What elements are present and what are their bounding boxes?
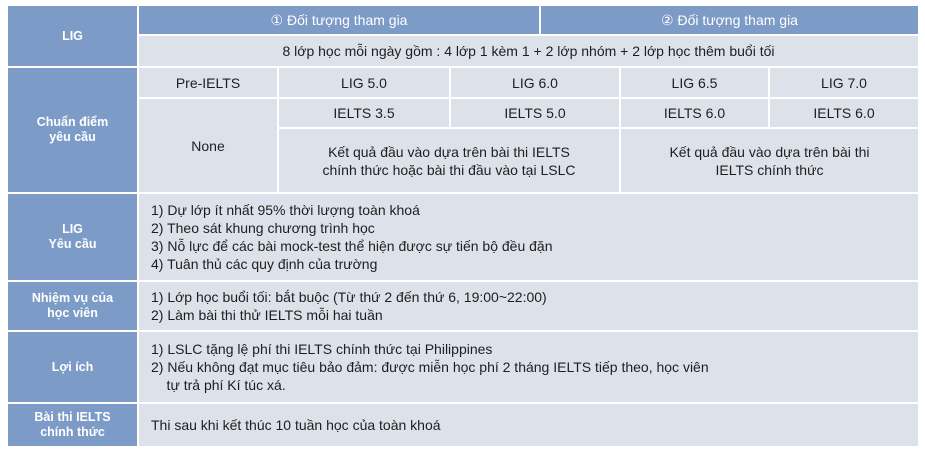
score-ielts-6-a — [621, 99, 768, 127]
conditions-item-4: 4) Tuân thủ các quy định của trường — [151, 256, 378, 272]
schedule-text: 8 lớp học mỗi ngày gồm : 4 lớp 1 kèm 1 + 2 lớp nhóm + 2 lớp học thêm buổi tối — [282, 43, 775, 59]
exam-text: Thi sau khi kết thúc 10 tuần học của toàn khoá — [151, 417, 441, 433]
lig-label-cell — [8, 6, 137, 66]
score-ielts-3-5-text: IELTS 3.5 — [333, 105, 395, 121]
level-lig-6-5 — [621, 68, 768, 97]
schedule-cell — [139, 36, 918, 66]
duties-label-2: học viên — [47, 306, 98, 320]
benefits-item-2: 2) Nếu không đạt mục tiêu bảo đảm: được miễn học phí 2 tháng IELTS tiếp theo, học viên — [151, 359, 709, 375]
duties-list — [139, 282, 918, 330]
conditions-item-2: 2) Theo sát khung chương trình học — [151, 220, 375, 236]
benefits-item-1: 1) LSLC tặng lệ phí thi IELTS chính thức tại Philippines — [151, 341, 493, 357]
duties-label-cell — [8, 282, 137, 330]
level-lig-6-text: LIG 6.0 — [512, 74, 558, 91]
exam-cell — [139, 404, 918, 446]
level-lig-7 — [770, 68, 918, 97]
score-ielts-6-a-text: IELTS 6.0 — [663, 105, 726, 121]
participants-header-1 — [139, 6, 539, 34]
conditions-label-2: Yêu cầu — [48, 237, 97, 251]
level-pre-ielts-text: Pre-IELTS — [175, 74, 241, 91]
level-lig-6 — [451, 68, 619, 97]
requirements-label-cell — [8, 68, 137, 192]
requirements-label-2: yêu cầu — [49, 130, 96, 144]
benefits-label: Lợi ích — [51, 359, 94, 374]
exam-label-1: Bài thi IELTS — [34, 410, 111, 424]
participants-header-2 — [541, 6, 918, 34]
benefits-label-cell — [8, 332, 137, 402]
level-lig-5 — [279, 68, 449, 97]
benefits-list — [139, 332, 918, 402]
duties-item-2: 2) Làm bài thi thử IELTS mỗi hai tuần — [151, 307, 383, 323]
score-ielts-5 — [451, 99, 619, 127]
lig-requirements-table — [8, 6, 918, 446]
requirements-label-1: Chuẩn điểm — [36, 115, 109, 129]
level-lig-5-text: LIG 5.0 — [341, 74, 387, 91]
note-left-line-1: Kết quả đầu vào dựa trên bài thi IELTS — [328, 143, 570, 160]
none-cell — [139, 99, 277, 192]
participants-header-2-text: ② Đối tượng tham gia — [661, 11, 798, 28]
exam-label-cell — [8, 404, 137, 446]
score-ielts-6-b-text: IELTS 6.0 — [813, 105, 875, 121]
exam-label-2: chính thức — [40, 425, 105, 439]
conditions-label-cell — [8, 194, 137, 280]
note-right-line-1: Kết quả đầu vào dựa trên bài thi — [669, 143, 870, 160]
participants-header-1-text: ① Đối tượng tham gia — [270, 11, 408, 28]
level-pre-ielts — [139, 68, 277, 97]
conditions-item-1: 1) Dự lớp ít nhất 95% thời lượng toàn khoá — [151, 202, 420, 218]
level-lig-7-text: LIG 7.0 — [821, 74, 867, 91]
conditions-list — [139, 194, 918, 280]
duties-label-1: Nhiệm vụ của — [31, 291, 114, 305]
note-left-cell — [279, 129, 619, 192]
note-right-cell — [621, 129, 918, 192]
level-lig-6-5-text: LIG 6.5 — [671, 74, 718, 91]
benefits-item-3: tự trả phí Kí túc xá. — [151, 377, 286, 393]
duties-item-1: 1) Lớp học buổi tối: bắt buộc (Từ thứ 2 đến thứ 6, 19:00~22:00) — [151, 289, 547, 305]
none-text: None — [191, 137, 225, 154]
lig-label: LIG — [62, 28, 83, 43]
score-ielts-5-text: IELTS 5.0 — [504, 105, 566, 121]
score-ielts-6-b — [770, 99, 918, 127]
score-ielts-3-5 — [279, 99, 449, 127]
conditions-label-1: LIG — [62, 222, 83, 236]
note-left-line-2: chính thức hoặc bài thi đầu vào tại LSLC — [322, 161, 576, 178]
conditions-item-3: 3) Nỗ lực để các bài mock-test thể hiện được sự tiến bộ đều đặn — [151, 238, 553, 254]
note-right-line-2: IELTS chính thức — [715, 161, 824, 178]
